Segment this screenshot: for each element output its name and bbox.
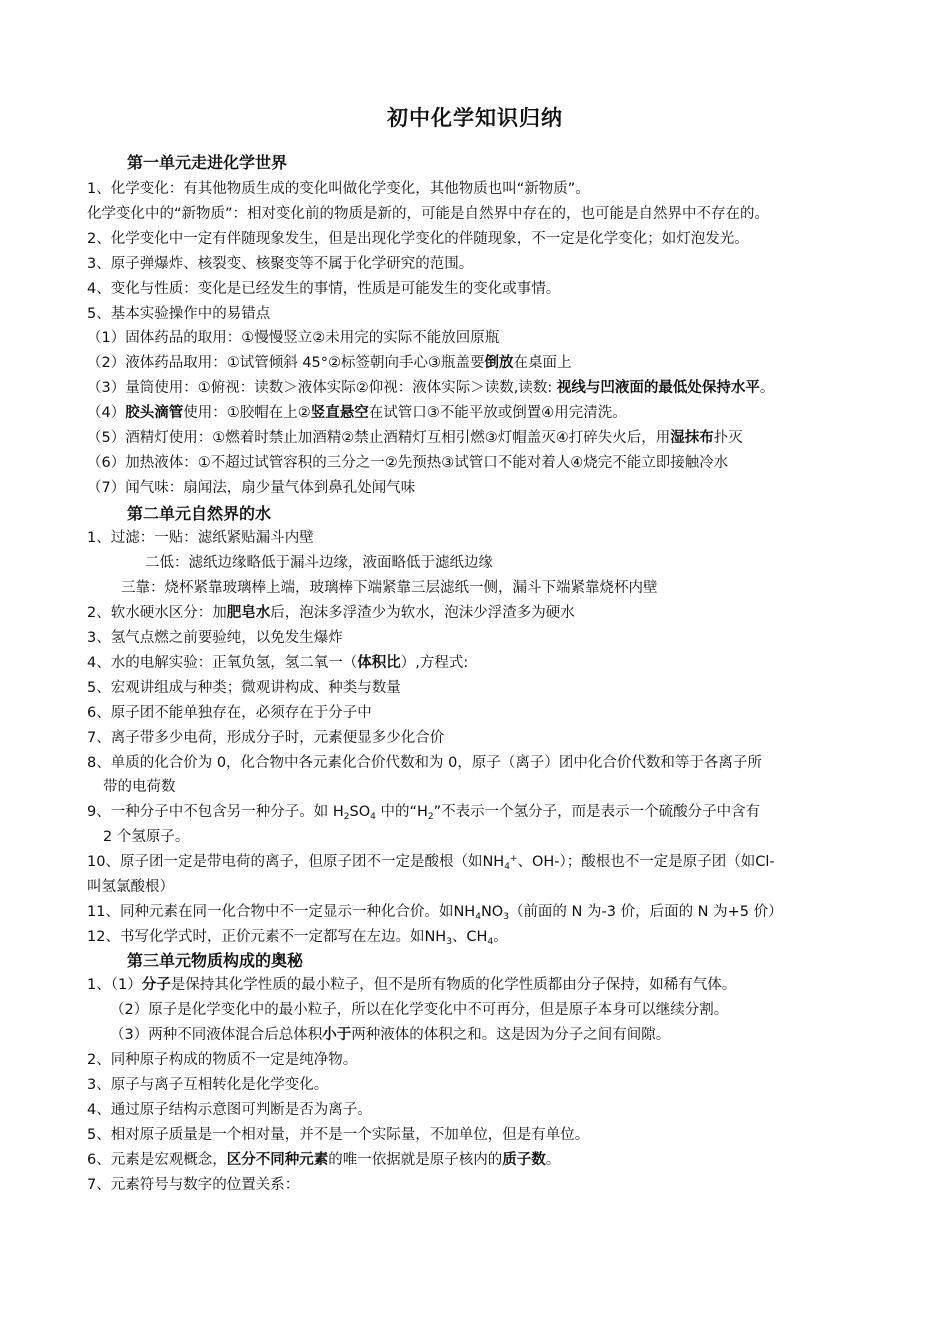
document-title: 初中化学知识归纳 [387, 106, 563, 130]
unit2-item-1-line-2: 二低：滤纸边缘略低于漏斗边缘，液面略低于滤纸边缘 [145, 555, 493, 571]
unit1-subitem-1: （1）固体药品的取用：①慢慢竖立②未用完的实际不能放回原瓶 [87, 330, 500, 346]
unit1-subitem-3 [87, 378, 774, 398]
emphasis-text: 视线与凹液面的最低处保持水平 [556, 380, 760, 396]
superscript: + [509, 854, 518, 864]
text-segment: （前面的 N 为-3 价，后面的 N 为+5 价） [508, 904, 783, 920]
text-segment: 在桌面上 [513, 355, 572, 371]
unit2-item-11 [87, 902, 783, 922]
text-segment: 11、同种元素在同一化合物中不一定显示一种化合价。如NH [87, 904, 476, 920]
unit3-item-6 [87, 1150, 560, 1170]
emphasis-text: 肥皂水 [226, 605, 271, 621]
unit3-item-1-sub-2: （2）原子是化学变化中的最小粒子，所以在化学变化中不可再分，但是原子本身可以继续分割。 [110, 1002, 729, 1018]
text-segment: 在试管口③不能平放或倒置④用完清洗。 [368, 405, 627, 421]
text-segment: （2）液体药品取用：①试管倾斜 45°②标签朝向手心③瓶盖要 [87, 355, 485, 371]
unit1-item-1: 1、化学变化：有其他物质生成的变化叫做化学变化，其他物质也叫“新物质”。 [87, 181, 590, 197]
unit2-item-7: 7、离子带多少电荷，形成分子时，元素便显多少化合价 [87, 730, 445, 746]
unit2-item-5: 5、宏观讲组成与种类；微观讲构成、种类与数量 [87, 680, 401, 696]
unit2-item-9 [87, 802, 760, 822]
subscript: 2 [343, 812, 350, 822]
text-segment: 、OH-）；酸根也不一定是原子团（如Cl- [517, 854, 775, 870]
unit3-item-4: 4、通过原子结构示意图可判断是否为离子。 [87, 1102, 372, 1118]
unit2-heading: 第二单元自然界的水 [127, 504, 272, 523]
subscript: 3 [503, 912, 509, 922]
subscript: 3 [446, 937, 452, 947]
unit2-item-10 [87, 852, 775, 872]
unit1-item-2: 2、化学变化中一定有伴随现象发生，但是出现化学变化的伴随现象，不一定是化学变化；如灯泡发光。 [87, 231, 749, 247]
unit1-heading: 第一单元走进化学世界 [127, 153, 288, 172]
unit2-item-1-line-3: 三靠：烧杯紧靠玻璃棒上端，玻璃棒下端紧靠三层滤纸一侧，漏斗下端紧靠烧杯内壁 [121, 580, 658, 596]
text-segment: 是保持其化学性质的最小粒子，但不是所有物质的化学性质都由分子保持，如稀有气体。 [170, 977, 737, 993]
text-segment: 10、原子团一定是带电荷的离子，但原子团不一定是酸根（如NH [87, 854, 505, 870]
text-segment: 。 [545, 1152, 561, 1168]
emphasis-text: 湿抹布 [670, 430, 714, 446]
text-segment: 使用：①胶帽在上② [183, 405, 311, 421]
subscript: 4 [370, 812, 376, 822]
unit2-item-4 [87, 653, 468, 673]
unit1-subitem-5 [87, 428, 743, 448]
text-segment: （3）两种不同液体混合后总体积 [110, 1027, 323, 1043]
unit1-item-5: 5、基本实验操作中的易错点 [87, 306, 271, 322]
unit2-item-10-cont: 叫氢氯酸根） [87, 879, 174, 895]
unit2-item-3: 3、氢气点燃之前要验纯，以免发生爆炸 [87, 630, 343, 646]
text-segment: （5）酒精灯使用：①燃着时禁止加酒精②禁止酒精灯互相引燃③灯帽盖灭④打碎失火后，用 [87, 430, 671, 446]
unit1-subitem-6: （6）加热液体：①不超过试管容积的三分之一②先预热③试管口不能对着人④烧完不能立即接触冷水 [87, 455, 729, 471]
emphasis-text: 小于 [322, 1027, 352, 1043]
emphasis-text: 竖直悬空 [310, 405, 369, 421]
subscript: 2 [427, 812, 434, 822]
emphasis-text: 分子 [141, 977, 171, 993]
unit2-item-12 [87, 927, 508, 947]
unit1-subitem-7: （7）闻气味：扇闻法，扇少量气体到鼻孔处闻气味 [87, 480, 416, 496]
text-segment: 中的“H [375, 804, 428, 820]
subscript: 4 [487, 937, 494, 947]
text-segment: ”不表示一个氢分子，而是表示一个硫酸分子中含有 [433, 804, 761, 820]
unit1-subitem-4 [87, 403, 627, 423]
text-segment: NO [480, 904, 504, 920]
text-segment: 12、书写化学式时，正价元素不一定都写在左边。如NH [87, 929, 447, 945]
unit2-item-8-cont: 带的电荷数 [103, 779, 176, 795]
emphasis-text: 倒放 [484, 355, 514, 371]
text-segment: 后，泡沫多浮渣少为软水，泡沫少浮渣多为硬水 [270, 605, 575, 621]
unit3-item-5: 5、相对原子质量是一个相对量，并不是一个实际量，不加单位，但是有单位。 [87, 1127, 590, 1143]
unit2-item-9-cont: 2 个氢原子。 [103, 829, 190, 845]
unit1-item-4: 4、变化与性质：变化是已经发生的事情，性质是可能发生的变化或事情。 [87, 281, 561, 297]
unit2-item-6: 6、原子团不能单独存在，必须存在于分子中 [87, 705, 372, 721]
text-segment: SO [349, 804, 371, 820]
text-segment: （4） [87, 405, 126, 421]
unit1-subitem-2 [87, 353, 572, 373]
unit1-item-1-note: 化学变化中的“新物质”：相对变化前的物质是新的，可能是自然界中存在的，也可能是自然界中不存在的。 [87, 206, 770, 222]
unit3-heading: 第三单元物质构成的奥秘 [127, 951, 304, 970]
text-segment: 两种液体的体积之和。这是因为分子之间有间隙。 [351, 1027, 671, 1043]
unit3-item-1 [87, 975, 736, 995]
text-segment: 4、水的电解实验：正氧负氢，氢二氧一（ [87, 655, 358, 671]
text-segment: ）,方程式: [400, 655, 469, 671]
unit3-item-1-sub-3 [110, 1025, 670, 1045]
text-segment: 。 [493, 929, 508, 945]
unit3-item-7: 7、元素符号与数字的位置关系： [87, 1177, 300, 1193]
text-segment: 6、元素是宏观概念， [87, 1152, 227, 1168]
subscript: 4 [475, 912, 481, 922]
unit2-item-1: 1、过滤：一贴：滤纸紧贴漏斗内壁 [87, 530, 314, 546]
unit3-item-2: 2、同种原子构成的物质不一定是纯净物。 [87, 1052, 358, 1068]
emphasis-text: 体积比 [357, 655, 401, 671]
unit3-item-3: 3、原子与离子互相转化是化学变化。 [87, 1077, 329, 1093]
text-segment: 。 [759, 380, 775, 396]
emphasis-text: 质子数 [502, 1152, 546, 1168]
text-segment: （3）量筒使用：①俯视：读数＞液体实际②仰视：液体实际＞读数,读数: [87, 380, 557, 396]
emphasis-text: 胶头滴管 [125, 405, 184, 421]
text-segment: 的唯一依据就是原子核内的 [328, 1152, 503, 1168]
text-segment: 、CH [451, 929, 488, 945]
unit1-item-3: 3、原子弹爆炸、核裂变、核聚变等不属于化学研究的范围。 [87, 256, 474, 272]
unit2-item-2 [87, 603, 575, 623]
emphasis-text: 区分不同种元素 [226, 1152, 329, 1168]
text-segment: 2、软水硬水区分：加 [87, 605, 227, 621]
text-segment: 1、（1） [87, 977, 142, 993]
subscript: 4 [504, 862, 510, 872]
text-segment: 扑灭 [713, 430, 743, 446]
unit2-item-8: 8、单质的化合价为 0，化合物中各元素化合价代数和为 0，原子（离子）团中化合价代数和等于各离子所 [87, 755, 762, 771]
text-segment: 9、一种分子中不包含另一种分子。如 H [87, 804, 344, 820]
